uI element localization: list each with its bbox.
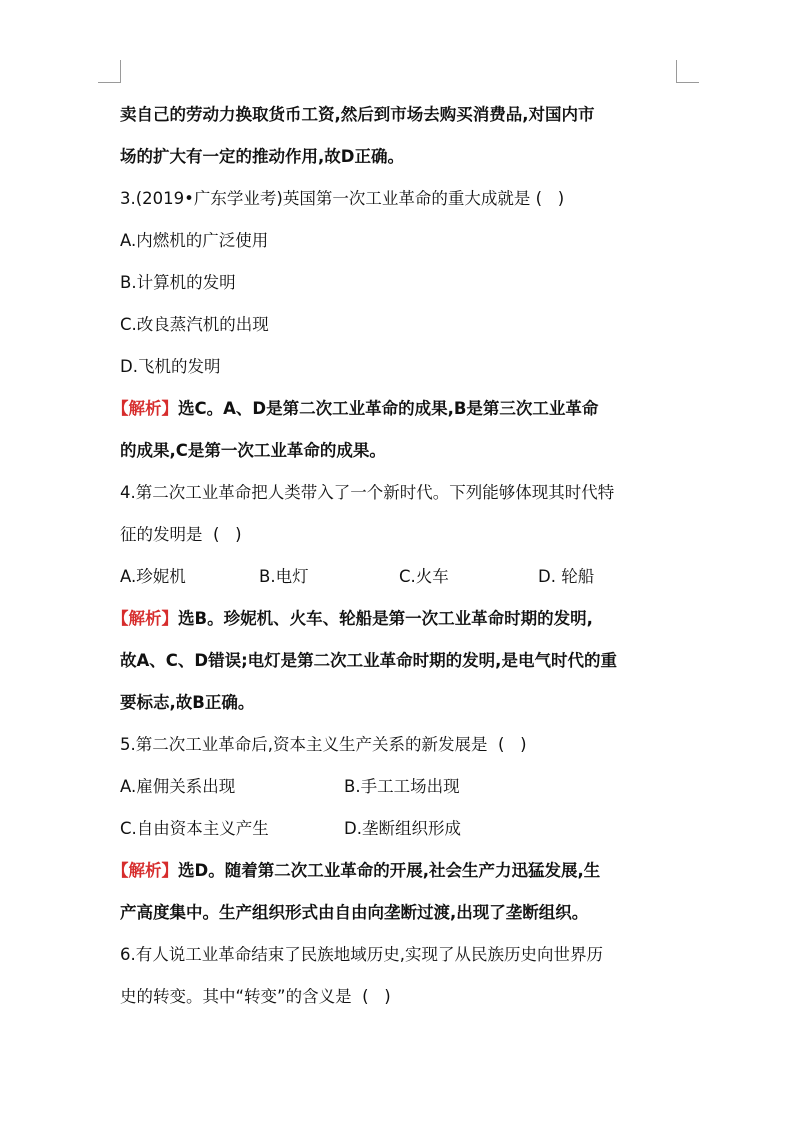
crop-mark-top-left [98,60,121,83]
question-4-option-a: A.珍妮机 [120,567,186,586]
question-3-option-a: A.内燃机的广泛使用 [120,231,269,250]
question-3-option-d: D.飞机的发明 [120,357,221,376]
question-5-option-b: B.手工工场出现 [344,777,460,796]
question-4-analysis [112,608,593,630]
analysis-text: 选B。珍妮机、火车、轮船是第一次工业革命时期的发明, [178,609,593,628]
question-3-option-b: B.计算机的发明 [120,273,236,292]
question-6-stem: 6.有人说工业革命结束了民族地域历史,实现了从民族历史向世界历 [120,945,603,964]
question-4-stem-cont: 征的发明是 ( ) [120,525,242,544]
question-5-option-a: A.雇佣关系出现 [120,777,236,796]
analysis-tag: 【解析】 [112,399,178,418]
question-5-stem: 5.第二次工业革命后,资本主义生产关系的新发展是 ( ) [120,735,527,754]
question-4-option-c: C.火车 [399,567,449,586]
text-line: 场的扩大有一定的推动作用,故D正确。 [120,147,404,166]
analysis-text: 选C。A、D是第二次工业革命的成果,B是第三次工业革命 [178,399,599,418]
analysis-tag: 【解析】 [112,609,178,628]
question-3-stem: 3.(2019•广东学业考)英国第一次工业革命的重大成就是 ( ) [120,189,565,208]
text-line: 卖自己的劳动力换取货币工资,然后到市场去购买消费品,对国内市 [120,105,595,124]
question-5-analysis [112,860,600,882]
question-4-analysis-cont: 故A、C、D错误;电灯是第二次工业革命时期的发明,是电气时代的重 [120,651,617,670]
analysis-text: 选D。随着第二次工业革命的开展,社会生产力迅猛发展,生 [178,861,601,880]
question-6-stem-cont: 史的转变。其中“转变”的含义是 ( ) [120,987,391,1006]
question-4-stem: 4.第二次工业革命把人类带入了一个新时代。下列能够体现其时代特 [120,483,615,502]
crop-mark-top-right [676,60,699,83]
question-3-analysis [112,398,598,420]
question-3-analysis-cont: 的成果,C是第一次工业革命的成果。 [120,441,386,460]
question-4-option-b: B.电灯 [259,567,309,586]
question-3-option-c: C.改良蒸汽机的出现 [120,315,269,334]
question-4-analysis-cont: 要标志,故B正确。 [120,693,255,712]
analysis-tag: 【解析】 [112,861,178,880]
question-5-option-d: D.垄断组织形成 [344,819,461,838]
question-5-options-row-1 [120,776,680,798]
question-4-options [120,566,680,588]
question-4-option-d: D. 轮船 [538,567,595,586]
question-5-option-c: C.自由资本主义产生 [120,819,269,838]
question-5-options-row-2 [120,818,680,840]
question-5-analysis-cont: 产高度集中。生产组织形式由自由向垄断过渡,出现了垄断组织。 [120,903,589,922]
